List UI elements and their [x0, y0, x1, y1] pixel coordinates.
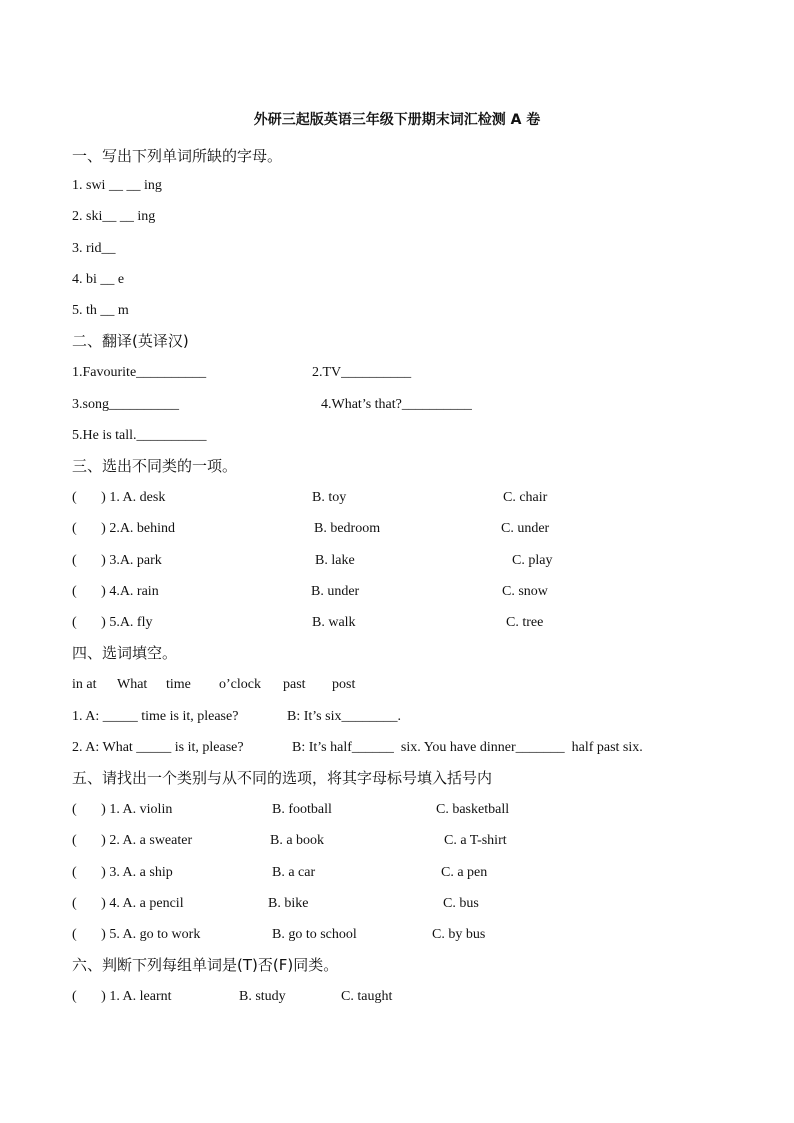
- section-5-heading: 五、请找出一个类别与从不同的选项，将其字母标号填入括号内: [72, 769, 493, 787]
- s5-q1-stem: ( ) 1. A. violin: [72, 802, 173, 817]
- s2-question-5: 5.He is tall.__________: [72, 428, 207, 443]
- s5-q3-stem: ( ) 3. A. a ship: [72, 865, 173, 880]
- s6-q1-stem: ( ) 1. A. learnt: [72, 989, 172, 1004]
- s3-q4-stem: ( ) 4.A. rain: [72, 584, 159, 599]
- s2-question-3: 3.song__________: [72, 397, 179, 412]
- section-1-heading: 一、写出下列单词所缺的字母。: [72, 147, 283, 165]
- s3-q3-option-b: B. lake: [315, 553, 355, 568]
- s3-q1-option-b: B. toy: [312, 490, 347, 505]
- word-bank-item: time: [166, 677, 191, 692]
- s5-q5-option-c: C. by bus: [432, 927, 486, 942]
- section-4-heading: 四、选词填空。: [72, 644, 178, 662]
- word-bank-item: o’clock: [219, 677, 261, 692]
- s3-q2-stem: ( ) 2.A. behind: [72, 521, 176, 536]
- s3-q5-option-c: C. tree: [506, 615, 544, 630]
- s5-q4-option-c: C. bus: [443, 896, 479, 911]
- s3-q3-option-c: C. play: [512, 553, 553, 568]
- section-2-heading: 二、翻译(英译汉): [72, 332, 189, 350]
- s2-question-1: 1.Favourite__________: [72, 365, 207, 380]
- s5-q5-option-b: B. go to school: [272, 927, 357, 942]
- s3-q1-option-c: C. chair: [503, 490, 548, 505]
- s5-q4-stem: ( ) 4. A. a pencil: [72, 896, 184, 911]
- s2-question-4: 4.What’s that?__________: [321, 397, 472, 412]
- s4-q1-b: B: It’s six________.: [287, 709, 401, 724]
- section-3-heading: 三、选出不同类的一项。: [72, 457, 238, 475]
- s3-q4-option-b: B. under: [311, 584, 360, 599]
- s3-q4-option-c: C. snow: [502, 584, 548, 599]
- s3-q5-option-b: B. walk: [312, 615, 356, 630]
- word-bank-item: past: [283, 677, 306, 692]
- s5-q2-option-c: C. a T-shirt: [444, 833, 507, 848]
- s5-q5-stem: ( ) 5. A. go to work: [72, 927, 201, 942]
- s4-q1-a: 1. A: _____ time is it, please?: [72, 709, 239, 724]
- s1-item-3: 3. rid__: [72, 241, 116, 256]
- s1-item-5: 5. th __ m: [72, 303, 129, 318]
- s1-item-4: 4. bi __ e: [72, 272, 125, 287]
- s1-item-2: 2. ski__ __ ing: [72, 209, 156, 224]
- word-bank-item: What: [117, 677, 148, 692]
- s5-q3-option-c: C. a pen: [441, 865, 488, 880]
- s5-q2-stem: ( ) 2. A. a sweater: [72, 833, 193, 848]
- s1-item-1: 1. swi __ __ ing: [72, 178, 162, 193]
- s4-q2-b: B: It’s half______ six. You have dinner_______ half past six.: [292, 740, 643, 755]
- s3-q1-stem: ( ) 1. A. desk: [72, 490, 166, 505]
- s3-q3-stem: ( ) 3.A. park: [72, 553, 162, 568]
- word-bank-item: in at: [72, 677, 97, 692]
- s3-q2-option-b: B. bedroom: [314, 521, 381, 536]
- section-6-heading: 六、判断下列每组单词是(T)否(F)同类。: [72, 956, 339, 974]
- s5-q1-option-b: B. football: [272, 802, 332, 817]
- s6-q1-option-c: C. taught: [341, 989, 393, 1004]
- s5-q3-option-b: B. a car: [272, 865, 316, 880]
- word-bank-item: post: [332, 677, 356, 692]
- page-title: 外研三起版英语三年级下册期末词汇检测 A 卷: [253, 112, 541, 128]
- s5-q4-option-b: B. bike: [268, 896, 309, 911]
- s2-question-2: 2.TV__________: [312, 365, 412, 380]
- s6-q1-option-b: B. study: [239, 989, 286, 1004]
- s3-q2-option-c: C. under: [501, 521, 550, 536]
- s3-q5-stem: ( ) 5.A. fly: [72, 615, 153, 630]
- s5-q1-option-c: C. basketball: [436, 802, 510, 817]
- s5-q2-option-b: B. a book: [270, 833, 325, 848]
- s4-q2-a: 2. A: What _____ is it, please?: [72, 740, 244, 755]
